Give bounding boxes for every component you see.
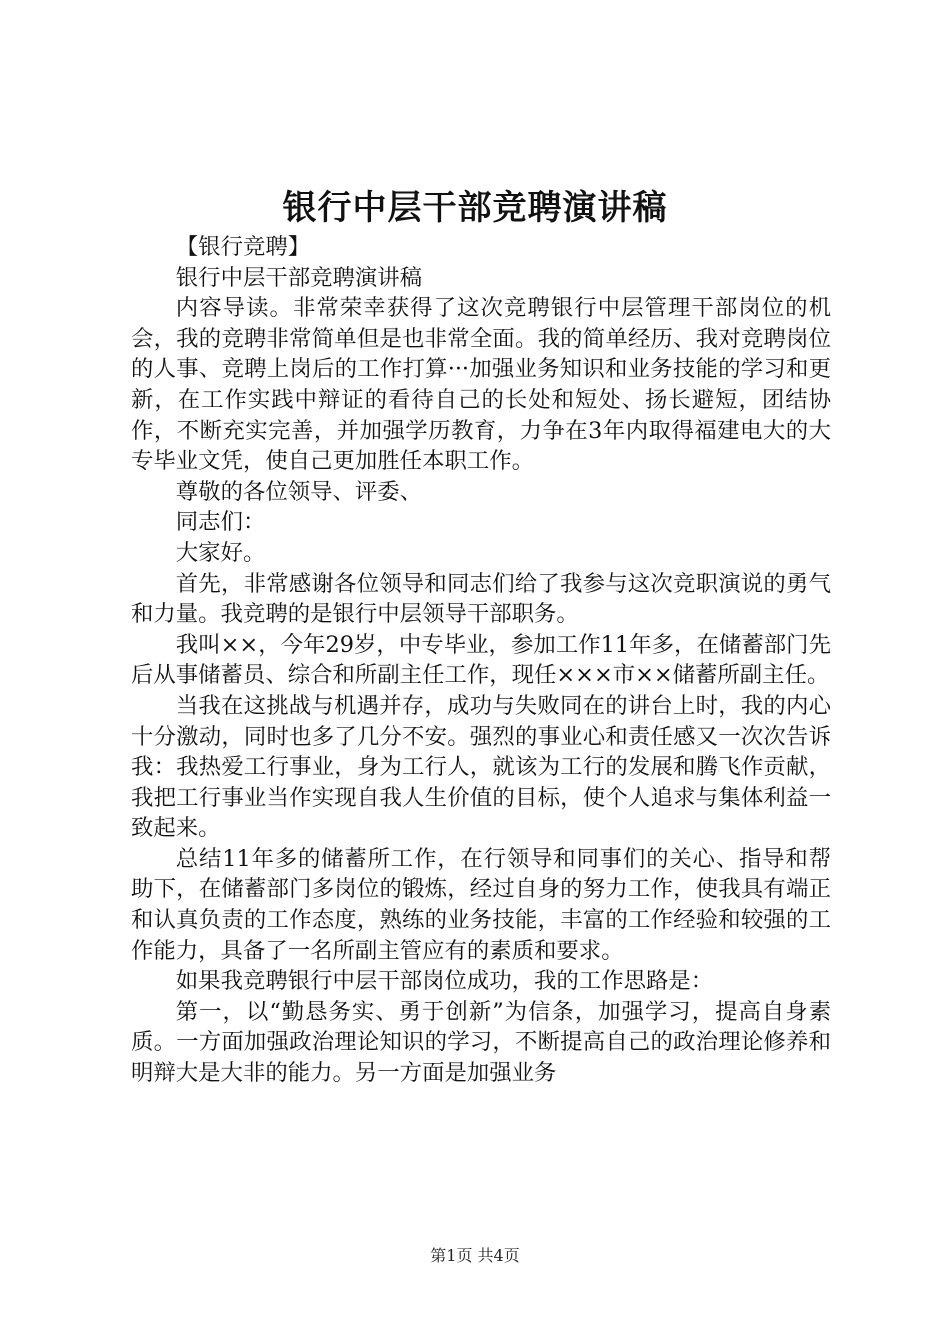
paragraph-intro: 内容导读。非常荣幸获得了这次竞聘银行中层管理干部岗位的机会，我的竞聘非常简单但是也非常全面。我的简单经历、我对竞聘岗位的人事、竞聘上岗后的工作打算···加强业务知识和业务技能的学习和更新，在工作实践中辩证的看待自己的长处和短处、扬长避短，团结协作，不断充实完善，并加强学历教育，力争在3年内取得福建电大的大专毕业文凭，使自己更加胜任本职工作。 [131,295,831,475]
paragraph-subtitle: 银行中层干部竞聘演讲稿 [175,264,423,291]
document-title: 银行中层干部竞聘演讲稿 [282,188,668,228]
paragraph-salutation-comrades: 同志们： [175,509,266,536]
paragraph-summary: 总结11年多的储蓄所工作，在行领导和同事们的关心、指导和帮助下，在储蓄部门多岗位的锻炼，经过自身的努力工作，使我具有端正和认真负责的工作态度，熟练的业务技能，丰富的工作经验和较强的工作能力，具备了一名所副主管应有的素质和要求。 [131,845,831,964]
page-number-footer: 第1页 共4页 [430,1246,520,1265]
document-body [131,232,831,1089]
paragraph-salutation: 尊敬的各位领导、评委、 [175,478,423,505]
paragraph-self-intro: 我叫××，今年29岁，中专毕业，参加工作11年多，在储蓄部门先后从事储蓄员、综合和所副主任工作，现任×××市××储蓄所副主任。 [131,631,831,689]
paragraph-plan-intro: 如果我竞聘银行中层干部岗位成功，我的工作思路是： [175,968,714,995]
paragraph-greeting: 大家好。 [175,539,266,566]
paragraph-thanks: 首先，非常感谢各位领导和同志们给了我参与这次竞职演说的勇气和力量。我竞聘的是银行中层领导干部职务。 [131,570,831,628]
paragraph-plan-first: 第一，以“勤恳务实、勇于创新”为信条，加强学习，提高自身素质。一方面加强政治理论知识的学习，不断提高自己的政治理论修养和明辩大是大非的能力。另一方面是加强业务 [131,998,831,1087]
paragraph-category-tag: 【银行竞聘】 [175,234,311,260]
paragraph-feelings: 当我在这挑战与机遇并存，成功与失败同在的讲台上时，我的内心十分激动，同时也多了几分不安。强烈的事业心和责任感又一次次告诉我：我热爱工行事业，身为工行人，就该为工行的发展和腾飞作贡献，我把工行事业当作实现自我人生价值的目标，使个人追求与集体利益一致起来。 [131,692,831,842]
